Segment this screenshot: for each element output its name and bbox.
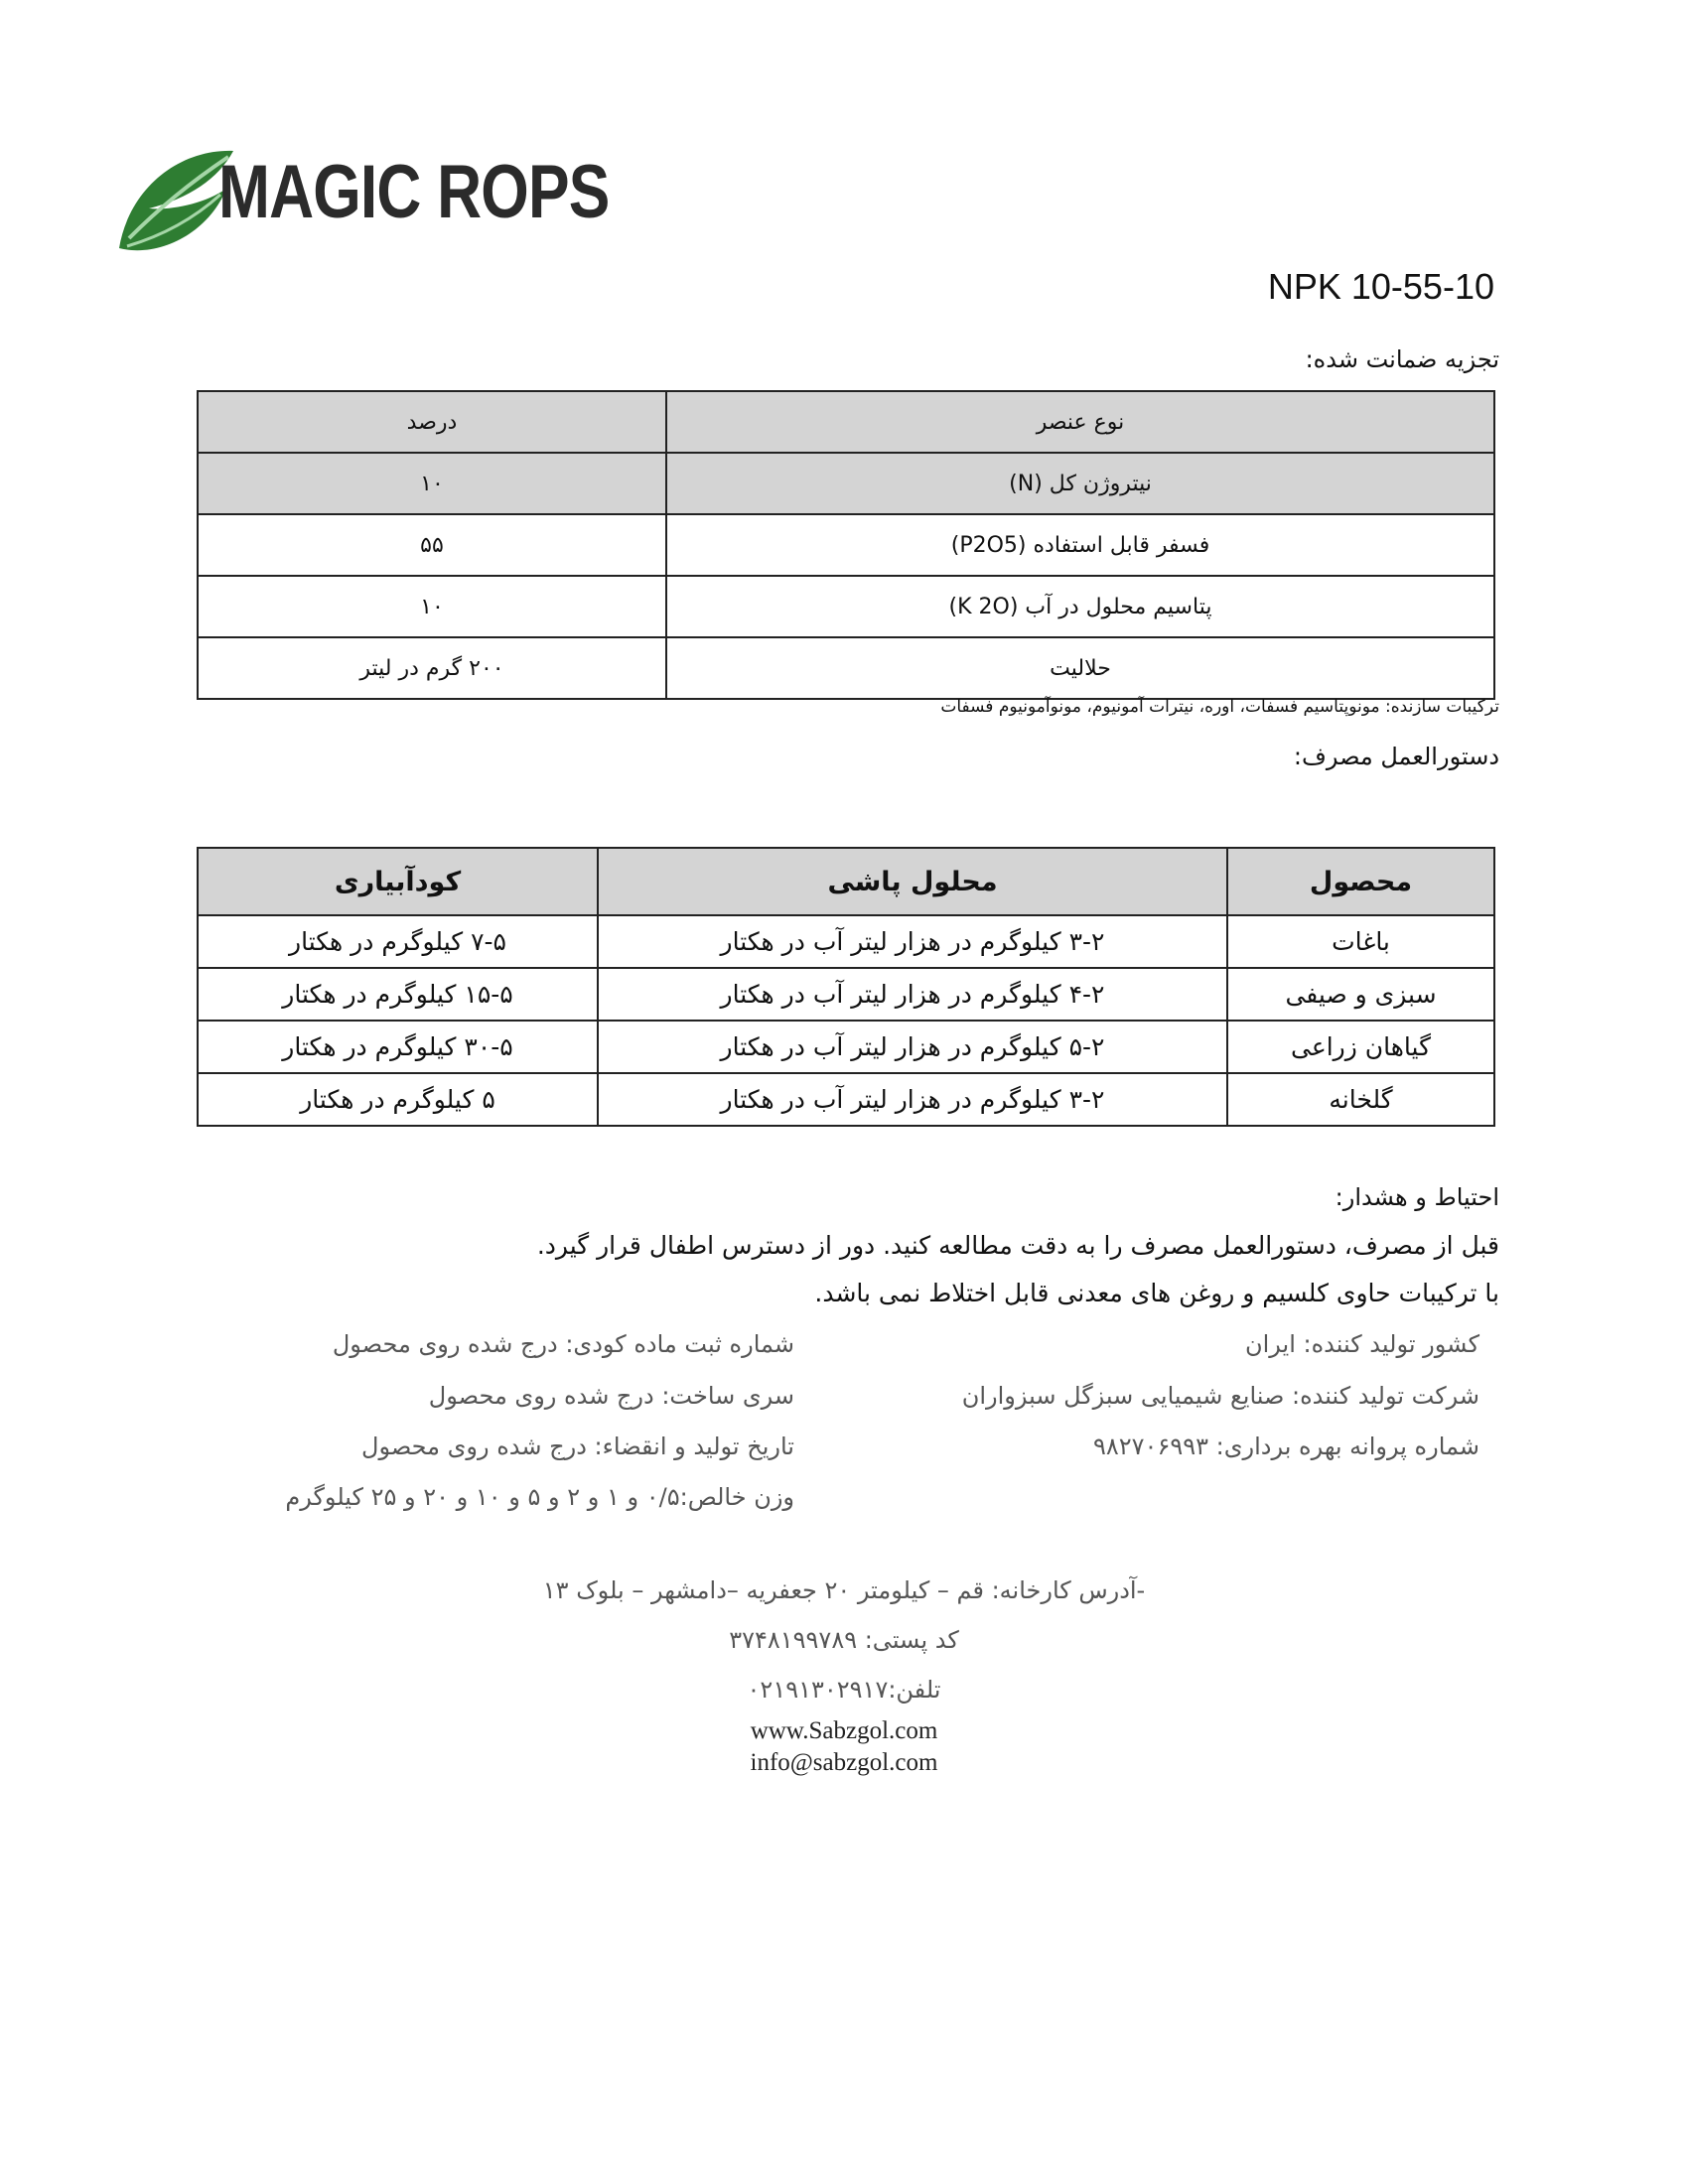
- table-row: [198, 637, 1494, 699]
- registration-number: شماره ثبت ماده کودی: درج شده روی محصول: [332, 1330, 794, 1358]
- caution-line: قبل از مصرف، دستورالعمل مصرف را به دقت مطالعه کنید. دور از دسترس اطفال قرار گیرد.: [536, 1231, 1499, 1260]
- crop-cell: گلخانه: [1227, 1073, 1494, 1126]
- caution-line: با ترکیبات حاوی کلسیم و روغن های معدنی قابل اختلاط نمی باشد.: [814, 1279, 1499, 1307]
- table-row: [198, 915, 1494, 968]
- header-cell: محصول: [1227, 848, 1494, 915]
- production-expiry-date: تاریخ تولید و انقضاء: درج شده روی محصول: [361, 1433, 794, 1460]
- batch-number: سری ساخت: درج شده روی محصول: [428, 1382, 794, 1410]
- fertigation-cell: ۳۰-۵ کیلوگرم در هکتار: [198, 1021, 598, 1073]
- element-cell: فسفر قابل استفاده (P2O5): [666, 514, 1494, 576]
- table-row: [198, 848, 1494, 915]
- fertigation-cell: ۱۵-۵ کیلوگرم در هکتار: [198, 968, 598, 1021]
- percent-cell: ۲۰۰ گرم در لیتر: [198, 637, 666, 699]
- foliar-cell: ۴-۲ کیلوگرم در هزار لیتر آب در هکتار: [598, 968, 1227, 1021]
- company-logo: [109, 139, 626, 268]
- license-number: شماره پروانه بهره برداری: ۹۸۲۷۰۶۹۹۳: [1092, 1433, 1479, 1460]
- usage-heading: دستورالعمل مصرف:: [1293, 743, 1499, 770]
- foliar-cell: ۵-۲ کیلوگرم در هزار لیتر آب در هکتار: [598, 1021, 1227, 1073]
- table-row: [198, 1021, 1494, 1073]
- crop-cell: گیاهان زراعی: [1227, 1021, 1494, 1073]
- table-row: [198, 391, 1494, 453]
- element-cell: نیتروژن کل (N): [666, 453, 1494, 514]
- header-cell: درصد: [198, 391, 666, 453]
- element-cell: پتاسیم محلول در آب (K 2O): [666, 576, 1494, 637]
- postal-code: کد پستی: ۳۷۴۸۱۹۹۷۸۹: [729, 1626, 959, 1654]
- percent-cell: ۱۰: [198, 453, 666, 514]
- element-cell: حلالیت: [666, 637, 1494, 699]
- usage-table: [197, 847, 1495, 1127]
- composition-note: ترکیبات سازنده: مونوپتاسیم فسفات، اوره، نیترات آمونیوم، مونوآمونیوم فسفات: [940, 697, 1499, 717]
- website-link[interactable]: www.Sabzgol.com: [750, 1717, 938, 1744]
- product-title: NPK 10-55-10: [1267, 266, 1494, 307]
- header-cell: کودآبیاری: [198, 848, 598, 915]
- table-row: [198, 453, 1494, 514]
- factory-address: -آدرس کارخانه: قم – کیلومتر ۲۰ جعفریه –دامشهر – بلوک ۱۳: [542, 1576, 1146, 1604]
- manufacturer-country: کشور تولید کننده: ایران: [1245, 1330, 1479, 1358]
- manufacturer-company: شرکت تولید کننده: صنایع شیمیایی سبزگل سبزواران: [961, 1382, 1479, 1410]
- analysis-heading: تجزیه ضمانت شده:: [1305, 345, 1499, 373]
- table-row: [198, 1073, 1494, 1126]
- crop-cell: باغات: [1227, 915, 1494, 968]
- percent-cell: ۱۰: [198, 576, 666, 637]
- foliar-cell: ۳-۲ کیلوگرم در هزار لیتر آب در هکتار: [598, 915, 1227, 968]
- table-row: [198, 968, 1494, 1021]
- net-weight: وزن خالص:۰/۵ و ۱ و ۲ و ۵ و ۱۰ و ۲۰ و ۲۵ کیلوگرم: [285, 1483, 794, 1511]
- fertigation-cell: ۵ کیلوگرم در هکتار: [198, 1073, 598, 1126]
- fertigation-cell: ۷-۵ کیلوگرم در هکتار: [198, 915, 598, 968]
- analysis-table: [197, 390, 1495, 700]
- logo-wordmark: MAGIC ROPS: [218, 150, 610, 234]
- foliar-cell: ۳-۲ کیلوگرم در هزار لیتر آب در هکتار: [598, 1073, 1227, 1126]
- header-cell: نوع عنصر: [666, 391, 1494, 453]
- table-row: [198, 576, 1494, 637]
- caution-heading: احتیاط و هشدار:: [1335, 1183, 1499, 1211]
- table-row: [198, 514, 1494, 576]
- crop-cell: سبزی و صیفی: [1227, 968, 1494, 1021]
- percent-cell: ۵۵: [198, 514, 666, 576]
- header-cell: محلول پاشی: [598, 848, 1227, 915]
- phone-number: تلفن:۰۲۱۹۱۳۰۲۹۱۷: [747, 1676, 941, 1704]
- email-link[interactable]: info@sabzgol.com: [750, 1749, 938, 1776]
